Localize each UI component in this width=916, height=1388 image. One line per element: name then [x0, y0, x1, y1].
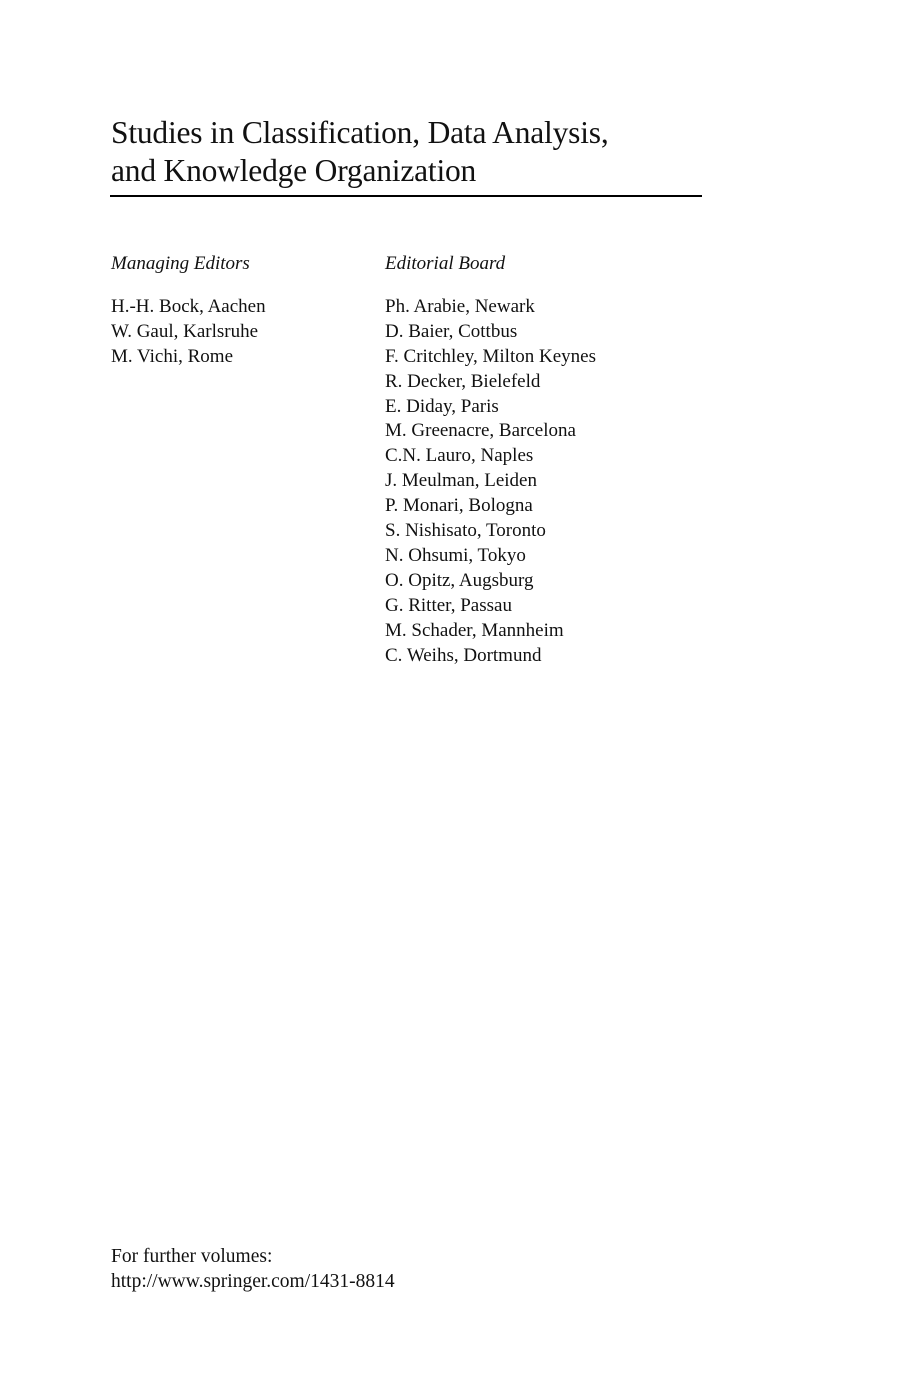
board-member-item: D. Baier, Cottbus [385, 320, 518, 342]
board-member-item: J. Meulman, Leiden [385, 470, 537, 492]
managing-editors-section [111, 252, 266, 370]
board-member-item: C.N. Lauro, Naples [385, 445, 534, 467]
board-member-item: E. Diday, Paris [385, 395, 499, 417]
board-member-item: C. Weihs, Dortmund [385, 644, 542, 666]
series-title [111, 114, 702, 190]
managing-editor-item: W. Gaul, Karlsruhe [111, 320, 259, 342]
managing-editor-item: H.-H. Bock, Aachen [111, 295, 266, 317]
editorial-board-list [385, 295, 596, 669]
further-volumes-footer [111, 1244, 395, 1294]
series-title-line-2: and Knowledge Organization [111, 153, 477, 188]
series-title-line-1: Studies in Classification, Data Analysis, [111, 115, 609, 150]
board-member-item: P. Monari, Bologna [385, 495, 533, 517]
board-member-item: S. Nishisato, Toronto [385, 520, 546, 542]
board-member-item: M. Schader, Mannheim [385, 619, 564, 641]
board-member-item: G. Ritter, Passau [385, 594, 512, 616]
managing-editor-item: M. Vichi, Rome [111, 345, 234, 367]
editorial-board-heading: Editorial Board [385, 253, 506, 274]
board-member-item: F. Critchley, Milton Keynes [385, 345, 596, 367]
managing-editors-heading: Managing Editors [111, 253, 250, 274]
board-member-item: O. Opitz, Augsburg [385, 569, 534, 591]
managing-editors-list [111, 295, 266, 370]
board-member-item: R. Decker, Bielefeld [385, 370, 541, 392]
board-member-item: M. Greenacre, Barcelona [385, 420, 576, 442]
title-divider [110, 195, 702, 197]
editorial-board-section [385, 252, 596, 669]
series-url-link[interactable]: http://www.springer.com/1431-8814 [111, 1271, 395, 1292]
board-member-item: Ph. Arabie, Newark [385, 295, 535, 317]
further-volumes-label: For further volumes: [111, 1246, 273, 1267]
board-member-item: N. Ohsumi, Tokyo [385, 544, 526, 566]
